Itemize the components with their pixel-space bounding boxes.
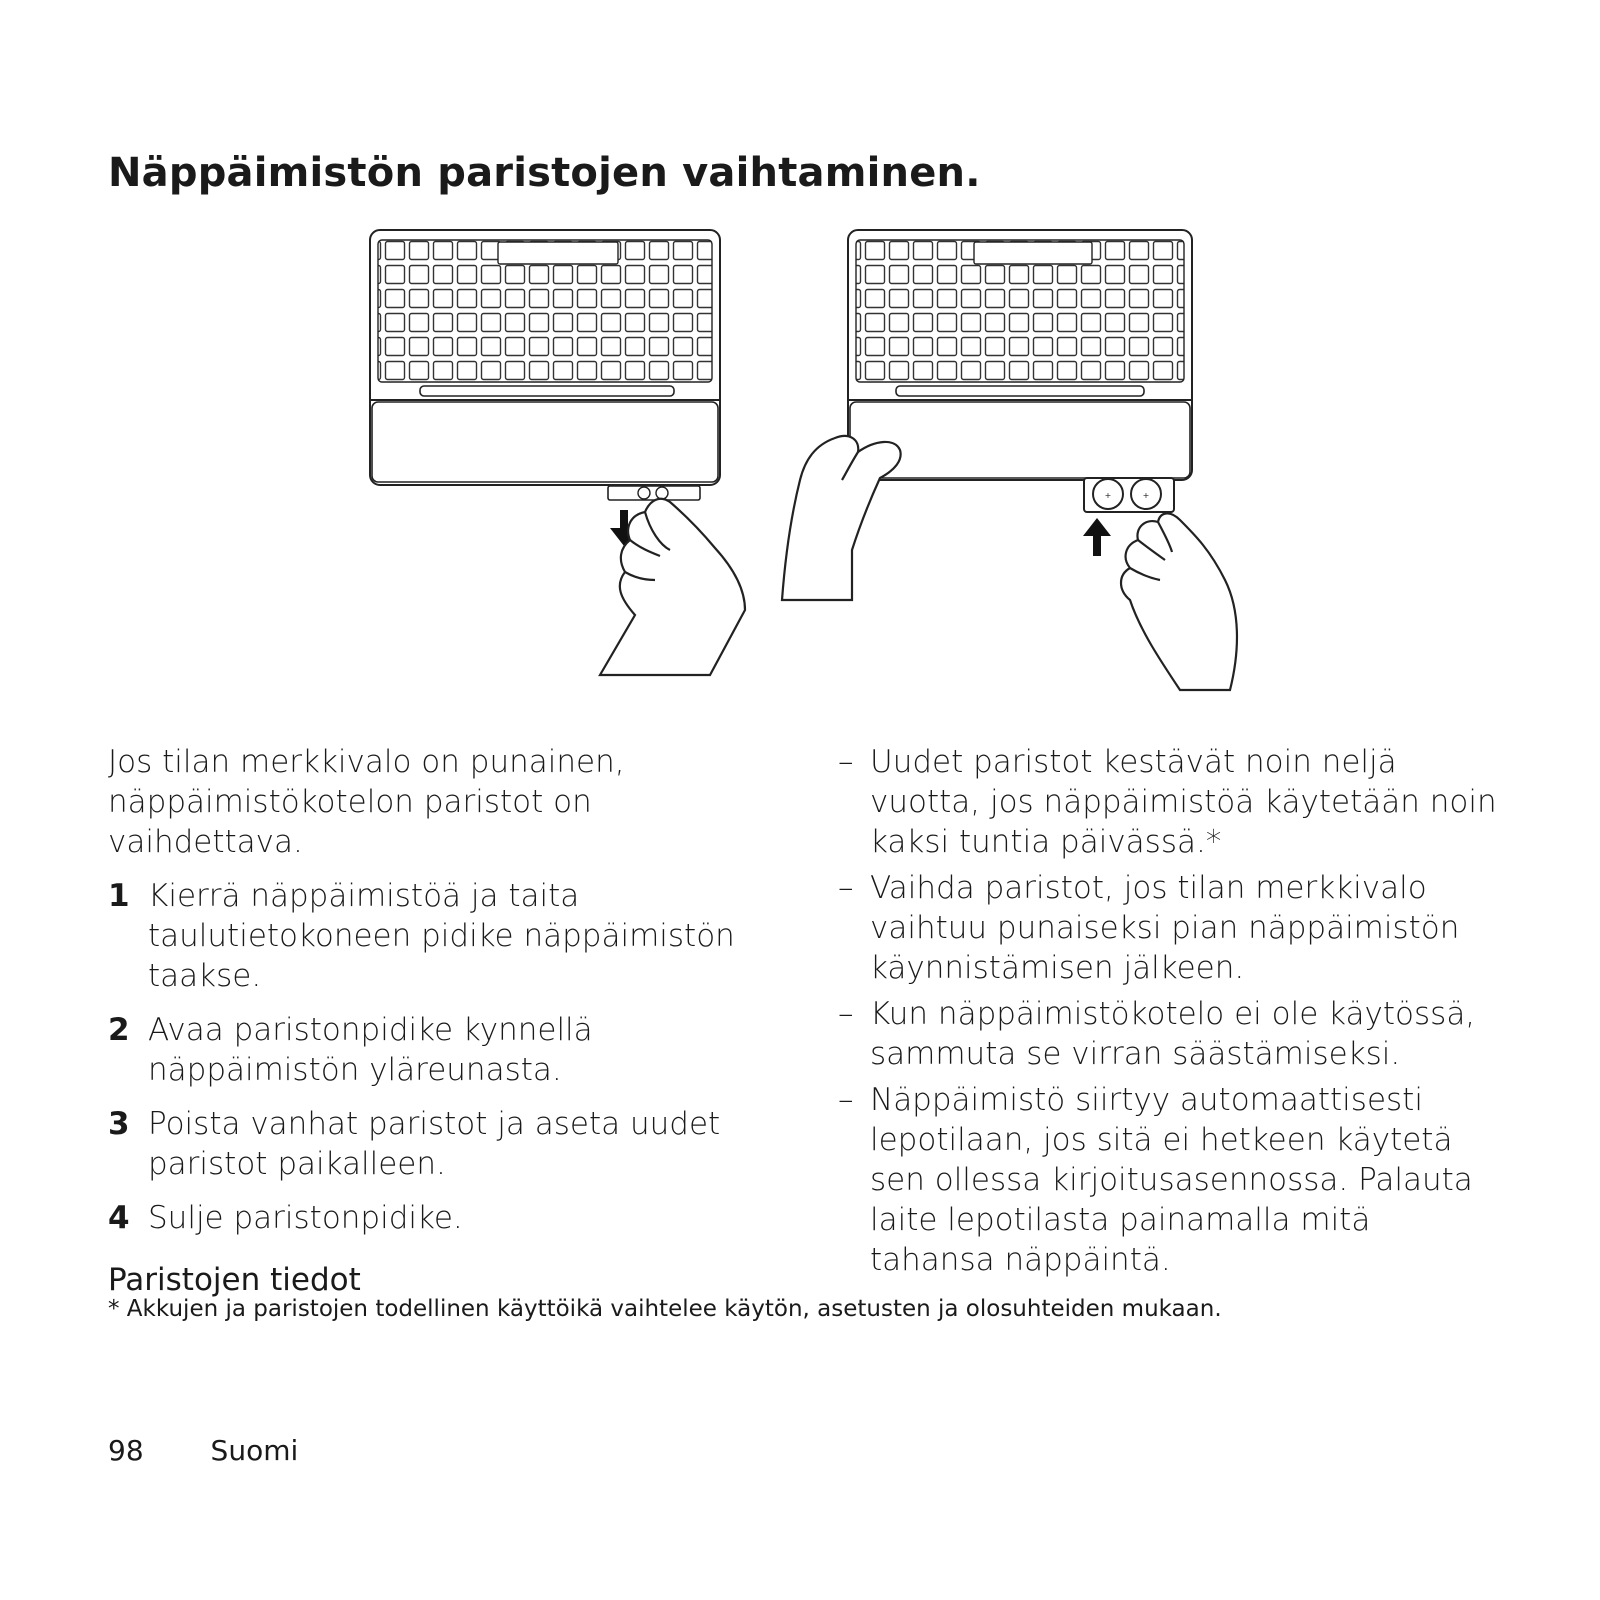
step-text: Sulje paristonpidike. — [148, 1200, 463, 1236]
arrow-up-icon — [1083, 518, 1111, 556]
note-text: Näppäimistö siirtyy automaattisesti lepotilaan, jos sitä ei hetkeen käytetä sen ollessa kirjoitusasennossa. Palauta laite lepotilasta painamalla mitä tahansa näppäintä. — [870, 1082, 1473, 1278]
battery-replacement-illustration — [0, 0, 1600, 700]
battery-info-heading: Paristojen tiedot — [108, 1262, 361, 1298]
footnote: * Akkujen ja paristojen todellinen käyttöikä vaihtelee käytön, asetusten ja olosuhteiden mukaan. — [108, 1296, 1222, 1322]
step-number: 3 — [108, 1106, 130, 1142]
note-text: Kun näppäimistökotelo ei ole käytössä, sammuta se virran säästämiseksi. — [870, 996, 1476, 1072]
note-item — [838, 1080, 1498, 1280]
steps-list — [108, 876, 768, 1238]
intro-text: Jos tilan merkkivalo on punainen, näppäimistökotelon paristot on vaihdettava. — [108, 744, 625, 860]
step-text: Kierrä näppäimistöä ja taita taulutietokoneen pidike näppäimistön taakse. — [148, 878, 735, 994]
note-item — [838, 742, 1498, 862]
step-text: Avaa paristonpidike kynnellä näppäimistön yläreunasta. — [148, 1012, 593, 1088]
svg-text:+: + — [1142, 491, 1150, 500]
page-number: 98 — [108, 1434, 144, 1467]
step-number: 4 — [108, 1200, 130, 1236]
note-dash: – — [838, 744, 854, 780]
note-item — [838, 868, 1498, 988]
hand-holding-illustration — [782, 436, 901, 600]
note-item — [838, 994, 1498, 1074]
step-item — [108, 876, 768, 996]
keyboard-left-illustration — [370, 230, 720, 500]
hand-right-illustration — [1121, 513, 1237, 690]
battery-tray-illustration — [1084, 478, 1174, 512]
page-footer — [108, 1434, 298, 1467]
svg-text:+: + — [1104, 491, 1112, 500]
notes-list — [838, 742, 1498, 1280]
note-dash: – — [838, 1082, 854, 1118]
left-column — [108, 742, 768, 1300]
keyboard-right-illustration — [848, 230, 1192, 480]
page-title: Näppäimistön paristojen vaihtaminen. — [108, 150, 981, 196]
right-column — [838, 742, 1498, 1286]
step-item — [108, 1104, 768, 1184]
language-label: Suomi — [210, 1434, 299, 1467]
step-number: 1 — [108, 878, 130, 914]
note-text: Vaihda paristot, jos tilan merkkivalo vaihtuu punaiseksi pian näppäimistön käynnistämisen jälkeen. — [870, 870, 1460, 986]
step-item — [108, 1010, 768, 1090]
step-item — [108, 1198, 768, 1238]
step-text: Poista vanhat paristot ja aseta uudet paristot paikalleen. — [148, 1106, 721, 1182]
note-dash: – — [838, 870, 854, 906]
step-number: 2 — [108, 1012, 130, 1048]
note-dash: – — [838, 996, 854, 1032]
note-text: Uudet paristot kestävät noin neljä vuotta, jos näppäimistöä käytetään noin kaksi tuntia päivässä.* — [870, 744, 1497, 860]
